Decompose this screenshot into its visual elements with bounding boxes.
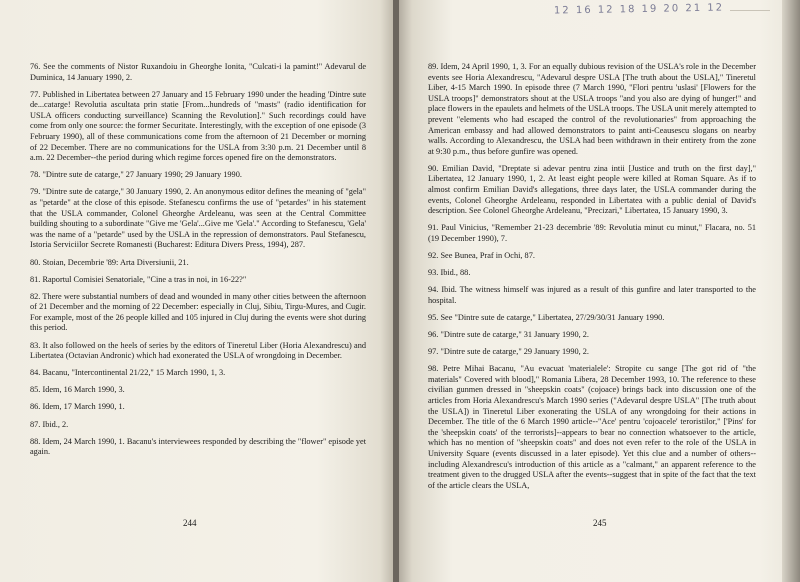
footnote-95: 95. See "Dintre sute de catarge," Libertatea, 27/29/30/31 January 1990. (428, 312, 665, 322)
handwritten-annotation: 12 16 12 18 19 20 21 12 (553, 2, 725, 17)
footnote-89: 89. Idem, 24 April 1990, 1, 3. For an equally dubious revision of the USLA's role in the December events see Horia Alexandrescu, "Adevarul despre USLA [The truth about the USLA]," Tineretul Liber, 4-15 March 1990. In episode three (7 March 1990, "Flori pentru 'uslasi' [Flowers for the USLA troops]" demonstrators shout at the USLA troops "and you also are dying of hunger!" and place flowers in the epaulets and helmets of the USLA troops. The USLA unit merely attempted to prevent "elements who had escaped the control of the revolutionaries" from approaching the American embassy and had allowed demonstrators to paint anti-Ceausescu slogans on nearby walls. According to Alexandrescu, the USLA had been withdrawn in their entirety from the zone at 9:30 p.m., thus before gunfire was opened. (428, 62, 756, 156)
footnote-92: 92. See Bunea, Praf in Ochi, 87. (428, 251, 535, 260)
right-footnotes (428, 62, 756, 498)
footnote-83: 83. It also followed on the heels of series by the editors of Tineretul Liber (Horia Alexandrescu) and Libertatea (Octavian Andronic) which had exonerated the USLA of wrongdoing in December. (30, 340, 366, 361)
footnote-82: 82. There were substantial numbers of dead and wounded in many other cities between the afternoon of 21 December and the morning of 22 December: especially in Cluj, Sibiu, Tirgu-Mures, and Cugir. For example, most of the 26 people killed and 105 injured in Cluj during the events were shot during this period. (30, 291, 366, 333)
footnote-80: 80. Stoian, Decembrie '89: Arta Diversiunii, 21. (30, 257, 189, 267)
footnote-90: 90. Emilian David, "Dreptate si adevar pentru zina intii [Justice and truth on the first day]," Libertatea, 12 January 1990, 1, 2. At least eight people were killed at Roman Square. As if to almost confirm Emilian David's allegations, three days later, the USLA commander during the events, Colonel Gheorghe Ardeleanu, responded in Libertatea with a public denial of David's description. See Colonel Gheorghe Ardeleanu, "Precizari," Libertatea, 15 January 1990, 3. (428, 163, 756, 216)
book-spine-fold (393, 0, 399, 582)
footnote-98: 98. Petre Mihai Bacanu, "Au evacuat 'materialele': Stropite cu sange [The got rid of "the materials" Covered with blood]," Romania Libera, 28 December 1993, 10. The reference to these civilian gunmen dressed in "sheepskin coats" (cojoace) brings back into discussion one of the articles from Horia Alexandrescu's March 1990 series ("Adevarul despre USLA" [The truth about the USLA]) in Tineretul Liber exonerating the USLA of any wrongdoing for their actions in December. The title of the 6 March 1990 article--"Ace' pentru 'cojoacele' teroristilor," ['Pins' for the 'sheepskin coats' of the terrorists]--appears to bear no connection whatsoever to the article, which has no mention of "sheepskin coats" and does not even refer to the role of the USLA in University Square (events discussed in a later episode). Yet this clue and a number of others--including Alexandrescu's introduction of this article as a "calmant," an apparent reference to the treatment given to the drugged USLA after the events--suggest that in spite of the fact that the text of the article clears the USLA, (428, 364, 756, 490)
footnote-85: 85. Idem, 16 March 1990, 3. (30, 385, 125, 395)
page-number-right: 245 (593, 518, 607, 528)
footnote-97: 97. "Dintre sute de catarge," 29 January 1990, 2. (428, 347, 589, 357)
footnote-78: 78. "Dintre sute de catarge," 27 January 1990; 29 January 1990. (30, 170, 242, 180)
footnote-76: 76. See the comments of Nistor Ruxandoiu in Gheorghe Ionita, "Culcati-i la pamint!" Adevarul de Duminica, 14 January 1990, 2. (30, 62, 366, 82)
right-page (396, 0, 800, 582)
footnote-81: 81. Raportul Comisiei Senatoriale, "Cine a tras in noi, in 16-22?" (30, 274, 247, 284)
footnote-96: 96. "Dintre sute de catarge," 31 January 1990, 2. (428, 329, 589, 339)
footnote-88: 88. Idem, 24 March 1990, 1. Bacanu's interviewees responded by describing the "flower" episode yet again. (30, 436, 366, 457)
footnote-86: 86. Idem, 17 March 1990, 1. (30, 402, 125, 412)
page-edge (782, 0, 800, 582)
footnote-87: 87. Ibid., 2. (30, 419, 69, 429)
left-footnotes (30, 62, 366, 464)
footnote-93: 93. Ibid., 88. (428, 268, 471, 278)
left-page (0, 0, 396, 582)
footnote-77: 77. Published in Libertatea between 27 January and 15 February 1990 under the heading 'Dintre sute de...catarge! Revolutia ascultata prin statie [From...hundreds of "masts" (radio identification for USLA officers conducting surveillance) Scanning the Revolution]." Such recordings could have come from only one source: the former Securitate. Interestingly, with the exception of one episode (3 February 1990), all of these communications come from the afternoon of 21 December or morning of 22 December. There are no communications for the USLA from 3:30 p.m. 21 December until 8 a.m. 22 December--the period during which regime forces opened fire on the demonstrators. (30, 89, 366, 163)
footnote-91: 91. Paul Vinicius, "Remember 21-23 decembrie '89: Revolutia minut cu minut," Flacara, no. 51 (19 December 1990), 7. (428, 223, 756, 243)
footnote-84: 84. Bacanu, "Intercontinental 21/22," 15 March 1990, 1, 3. (30, 368, 226, 378)
page-number-left: 244 (183, 518, 197, 528)
footnote-79: 79. "Dintre sute de catarge," 30 January 1990, 2. An anonymous editor defines the meaning of "gela" as "petarde" at the close of this episode. Stefanescu confirms the use of "petardes" in his statement that the USLA commander, Colonel Gheorghe Ardeleanu, was seen at the Central Committee building shouting to a subordinate "Give me 'Gela'...Give me 'Gela'." According to Stefanescu, 'Gela' was the name of a "petarde" used by the USLA in the repression of demonstrators. Paul Stefanescu, Istoria Serviciilor Secrete Romanesti (Bucharest: Editura Divers Press, 1994), 287. (30, 187, 366, 250)
footnote-94: 94. Ibid. The witness himself was injured as a result of this gunfire and later transported to the hospital. (428, 285, 756, 305)
page-corner-mark (730, 0, 770, 11)
